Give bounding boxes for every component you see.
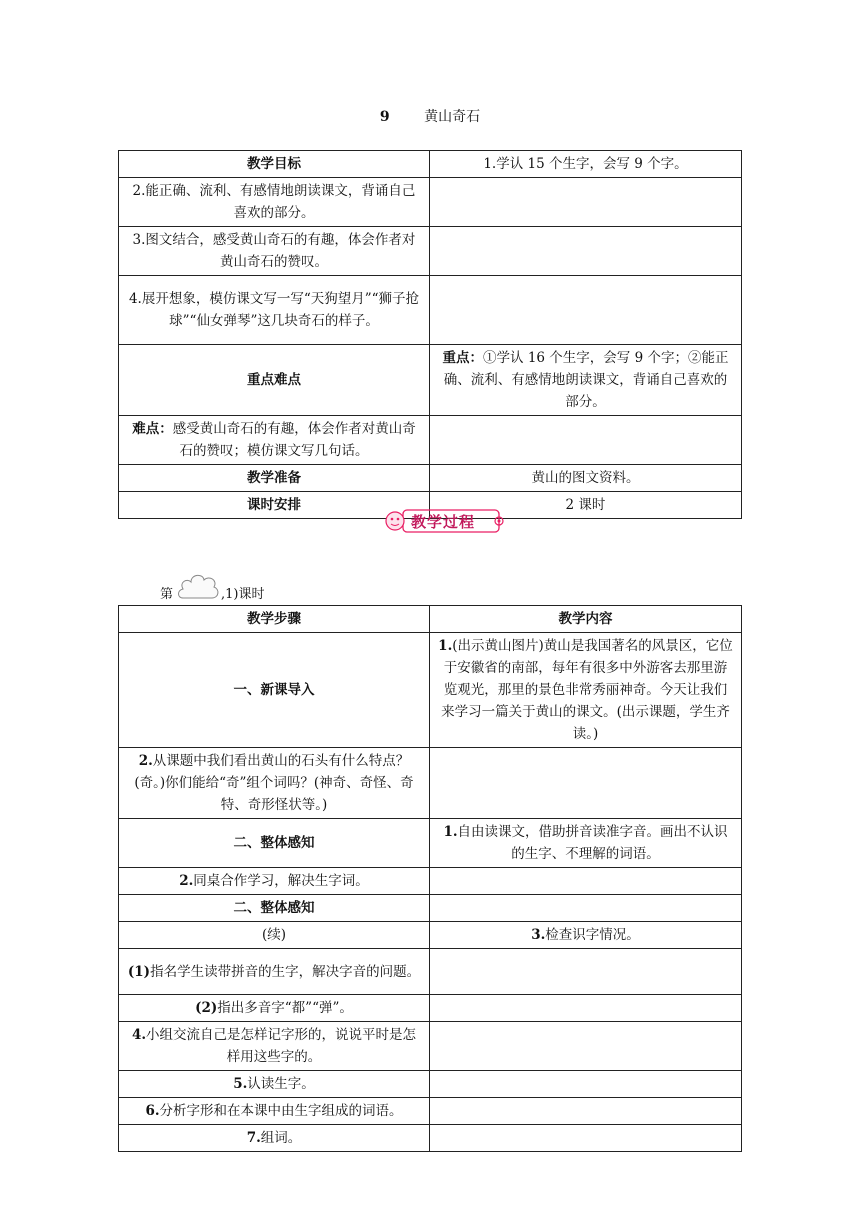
item-number: (1) — [127, 963, 151, 980]
item-text: 认读生字。 — [247, 1076, 315, 1092]
lesson-label-suffix: ,1)课时 — [221, 587, 265, 602]
table-cell — [119, 748, 430, 819]
item-number: 2. — [138, 753, 153, 769]
difficulty-prefix: 难点： — [132, 421, 173, 437]
table-row — [119, 606, 742, 633]
table-cell — [119, 949, 430, 995]
lesson-overview-table — [118, 150, 742, 519]
table-row — [119, 276, 742, 345]
table-cell: 二、整体感知 — [119, 819, 430, 868]
table-row — [119, 895, 742, 922]
table-row — [119, 922, 742, 949]
table-cell: 教学目标 — [119, 151, 430, 178]
lesson-period-label — [160, 570, 265, 602]
table-cell — [430, 178, 742, 227]
table-cell: 重点难点 — [119, 345, 430, 416]
table-cell — [119, 868, 430, 895]
item-number: 2. — [179, 873, 194, 889]
table-cell: 1.学认 15 个生字，会写 9 个字。 — [430, 151, 742, 178]
table-cell — [430, 227, 742, 276]
table-cell — [119, 995, 430, 1022]
item-text: 自由读课文，借助拼音读准字音。画出不认识的生字、不理解的词语。 — [457, 824, 728, 862]
table-cell — [430, 995, 742, 1022]
table-cell: (续) — [119, 922, 430, 949]
table-cell: 教学准备 — [119, 465, 430, 492]
table-cell: 一、新课导入 — [119, 633, 430, 748]
item-number: 6. — [145, 1103, 160, 1119]
lesson-heading — [0, 106, 860, 126]
item-number: 1. — [438, 638, 453, 654]
item-text: 分析字形和在本课中由生字组成的词语。 — [159, 1103, 403, 1119]
table-row — [119, 1022, 742, 1071]
table-row — [119, 1098, 742, 1125]
table-cell — [119, 1098, 430, 1125]
lesson-number: 9 — [379, 109, 390, 125]
table-row — [119, 868, 742, 895]
item-number: 7. — [246, 1130, 261, 1146]
table-cell — [119, 416, 430, 465]
teaching-steps-table — [118, 605, 742, 1152]
table-cell — [430, 895, 742, 922]
table-row — [119, 1071, 742, 1098]
table-row — [119, 151, 742, 178]
table-cell: 2.能正确、流利、有感情地朗读课文，背诵自己喜欢的部分。 — [119, 178, 430, 227]
table-row — [119, 1125, 742, 1152]
key-points-prefix: 重点： — [442, 350, 484, 366]
table-cell: 教学内容 — [430, 606, 742, 633]
table-cell — [430, 633, 742, 748]
table-cell — [119, 1071, 430, 1098]
table-cell — [119, 1022, 430, 1071]
table-row — [119, 748, 742, 819]
table-cell — [430, 819, 742, 868]
item-text: 从课题中我们看出黄山的石头有什么特点？(奇。)你们能给“奇”组个词吗？(神奇、奇怪、奇特、奇形怪状等。) — [134, 753, 414, 813]
item-number: (2) — [195, 1000, 218, 1016]
table-row — [119, 416, 742, 465]
teaching-process-banner — [383, 506, 507, 536]
item-text: 检查识字情况。 — [545, 927, 640, 943]
table-row — [119, 949, 742, 995]
table-row — [119, 178, 742, 227]
table-cell: 课时安排 — [119, 492, 430, 519]
table-cell: 2 课时 — [430, 492, 742, 519]
table-cell: 黄山的图文资料。 — [430, 465, 742, 492]
item-number: 3. — [531, 927, 546, 943]
table-cell — [430, 276, 742, 345]
table-cell — [430, 1098, 742, 1125]
table-cell: 二、整体感知 — [119, 895, 430, 922]
lesson-label-prefix: 第 — [160, 587, 174, 602]
item-text: 指出多音字“都”“弹”。 — [217, 1000, 353, 1016]
table-cell — [430, 416, 742, 465]
table-cell — [430, 922, 742, 949]
table-cell — [430, 868, 742, 895]
item-number: 5. — [233, 1076, 248, 1092]
lesson-title: 黄山奇石 — [424, 109, 481, 125]
table-cell — [430, 1022, 742, 1071]
table-row — [119, 633, 742, 748]
item-text: 组词。 — [260, 1130, 302, 1146]
item-number: 4. — [131, 1027, 147, 1043]
banner-text: 教学过程 — [411, 513, 476, 531]
table-cell — [430, 1125, 742, 1152]
item-text: 同桌合作学习，解决生字词。 — [193, 873, 369, 889]
table-row — [119, 345, 742, 416]
table-cell — [119, 1125, 430, 1152]
flower-icon — [175, 570, 221, 604]
item-number: 1. — [443, 824, 458, 840]
table-row — [119, 465, 742, 492]
item-text: (出示黄山图片)黄山是我国著名的风景区，它位于安徽省的南部，每年有很多中外游客去那里游览观光，那里的景色非常秀丽神奇。今天让我们来学习一篇关于黄山的课文。(出示课题，学生齐读。) — [441, 638, 733, 742]
table-cell — [430, 1071, 742, 1098]
item-text: 指名学生读带拼音的生字，解决字音的问题。 — [150, 963, 421, 980]
key-points-text: ①学认 16 个生字，会写 9 个字；②能正确、流利、有感情地朗读课文，背诵自己喜欢的部分。 — [443, 350, 729, 410]
table-row — [119, 819, 742, 868]
table-row — [119, 227, 742, 276]
table-cell: 教学步骤 — [119, 606, 430, 633]
table-cell — [430, 748, 742, 819]
table-row — [119, 995, 742, 1022]
table-cell: 4.展开想象，模仿课文写一写“天狗望月”“狮子抢球”“仙女弹琴”这几块奇石的样子。 — [119, 276, 430, 345]
table-cell — [430, 949, 742, 995]
difficulty-text: 感受黄山奇石的有趣，体会作者对黄山奇石的赞叹；模仿课文写几句话。 — [172, 421, 416, 459]
table-cell: 3.图文结合，感受黄山奇石的有趣，体会作者对黄山奇石的赞叹。 — [119, 227, 430, 276]
table-cell — [430, 345, 742, 416]
item-text: 小组交流自己是怎样记字形的，说说平时是怎样用这些字的。 — [146, 1027, 417, 1065]
